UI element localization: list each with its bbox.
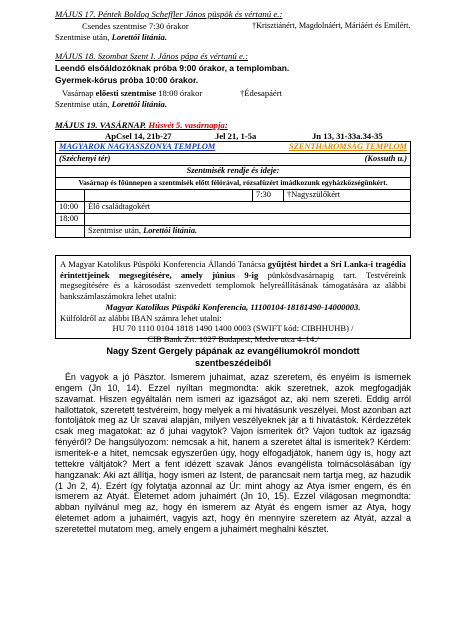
may17-mass-line: Csendes szentmise 7:30 órakor — [82, 21, 189, 31]
donation-paragraph: A Magyar Katolikus Püspöki Konferencia Állandó Tanácsa gyűjtést hirdet a Srí Lanka-i tragédia érintettjeinek megsegítésére, amely június 9-ig pünkösdvasárnapig tart. Testvéreink megsegítésére és a károsodást szenvedett templomok helyreállításának támogatására az alábbi bankszámlaszámokra lehet utalni: — [60, 259, 406, 302]
rosary-note: Vasárnap és főünnepen a szentmisék előtt félórával, rózsafüzért imádkozunk egyházközségünkért. — [56, 178, 411, 190]
may19-after-mass: Szentmise után, Lorettói litánia. — [85, 226, 411, 238]
may18-after-mass: Szentmise után, Lorettói litánia. — [55, 99, 167, 109]
left-church-time: 18:00 — [56, 214, 85, 226]
may17-after-mass: Szentmise után, Lorettói litánia. — [55, 32, 167, 42]
may18-vigil-mass: Vasárnap előesti szentmise 18:00 órakor — [62, 88, 203, 98]
iban-number: HU 70 1110 0104 1818 1490 1400 0003 (SWIFT kód: CIBHHUHB) / — [112, 323, 354, 334]
church-left-name: MAGYAROK NAGYASSZONYA TEMPLOM — [59, 142, 216, 152]
right-church-time: 7:30 — [253, 190, 284, 202]
may18-heading: MÁJUS 18. Szombat Szent I. János pápa és vértanú e.: — [55, 51, 249, 61]
donation-notice — [55, 255, 411, 345]
church-right-name: SZENTHÁROMSÁG TEMPLOM — [289, 142, 407, 152]
iban-intro: Külföldről az alábbi IBAN számra lehet utalni: — [60, 312, 222, 323]
left-church-time: 10:00 — [56, 202, 85, 214]
may17-heading: MÁJUS 17. Péntek Boldog Scheffler János püspök és vértanú e.: — [55, 9, 283, 19]
schedule-table — [55, 141, 411, 238]
may18-rehearsal-first-communion: Leendő elsőáldozóknak próba 9:00 órakor, a templomban. — [55, 63, 290, 73]
church-left-location: (Széchenyi tér) — [56, 154, 253, 166]
bank-address: CIB Bank Zrt. 1027 Budapest, Medve utca 4–14./ — [147, 334, 319, 345]
may18-rehearsal-choir: Gyermek-kórus próba 10:00 órakor. — [55, 75, 199, 85]
may19-heading: MÁJUS 19. VASÁRNAP. Húsvét 5. vasárnapja: — [55, 120, 228, 130]
bank-account: Magyar Katolikus Püspöki Konferencia, 11100104-18181490-14000003. — [105, 301, 361, 312]
sermon-title-line1: Nagy Szent Gergely pápának az evangéliumokról mondott — [106, 346, 360, 356]
left-church-intention: Élő családtagokért — [85, 202, 411, 214]
sermon-text: Én vagyok a jó Pásztor. Ismerem juhaimat, azaz szeretem, és enyéim is ismernek engem (Jn 10, 14). Ezzel nyíltan megmondta: akik szeretnek, azok megfogadják szavamat. Hiszen egyáltalán nem ismeri az igazságot az, aki nem szereti. Eddig arról hallottatok, szeretett testvéreim, hogy melyek a mi hivatásunk veszélyei. Most azonban azt fontoljátok meg az Úr szavai alapján, milyen veszélyeknek jár a ti hivatástok. Kérdezzétek csak meg magatokat: az ő juhai vagytok? Vajon ismeritek őt? Vajon tudtok az igazság fényéről? De hangsúlyozom: nemcsak a hit, hanem a szeretet által is ismeritek? Kérdem: ismeritek-e a hitet, nemcsak egyszerűen úgy, hogy elfogadjátok, hanem úgy is, hogy azt tettekre váltjátok? Mert a fent idézett szavak János evangélista tolmácsolásában így hangzanak: Aki azt állítja, hogy ismeri az Istent, de parancsait nem tartja meg, az hazudik (1 Jn 2, 4). Ezért így folytatja azonnal az Úr: mint ahogy az Atya ismer engem, és én ismerem az Atyát. Életemet adom juhaimért (Jn 10, 15). Ezzel világosan megmondta: abban nyilvánul meg az, hogy én ismerem az Atyát és engem ismer az Atya, hogy életemet adom a juhaimért, vagyis azt, hogy én mennyire szeretem az Atyát, azzal a szeretettel mutatom meg, amely engem a juhaimért meghalni késztet. — [55, 372, 411, 535]
church-right-location: (Kossuth u.) — [253, 154, 411, 166]
sermon-title-line2: szentbeszédeiből — [194, 358, 272, 368]
may17-intention: †Krisztiánért, Magdolnáért, Máriáért és Emilért. — [252, 21, 411, 30]
left-church-intention — [85, 214, 411, 226]
may18-intention: †Édesapáért — [240, 88, 282, 98]
reading-gospel: Jn 13, 31-33a.34-35 — [312, 131, 383, 141]
reading-first: ApCsel 14, 21b-27 — [105, 131, 172, 141]
schedule-title: Szentmisék rendje és ideje: — [56, 166, 411, 178]
right-church-intention: †Nagyszülőkért — [284, 190, 411, 202]
reading-second: Jel 21, 1-5a — [215, 131, 257, 141]
